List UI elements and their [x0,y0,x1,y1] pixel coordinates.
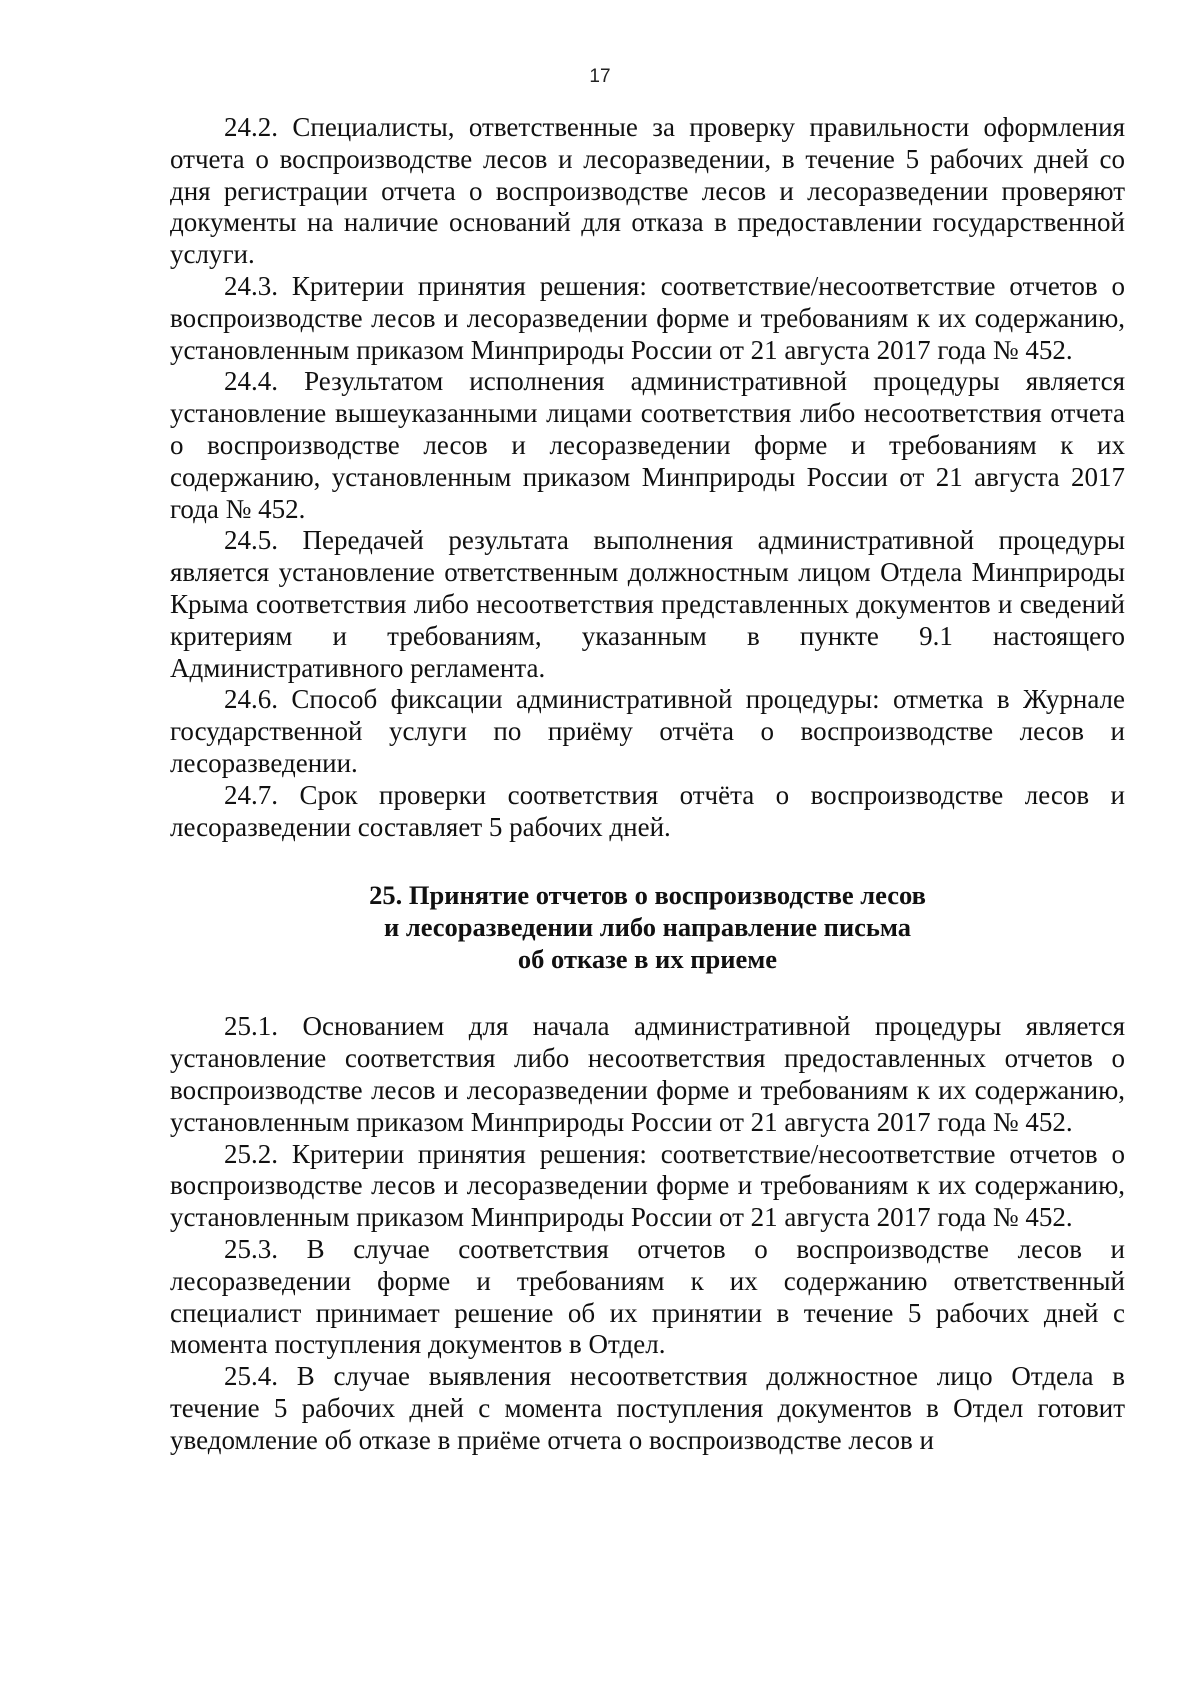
paragraph-24-4: 24.4. Результатом исполнения административной процедуры является установление вышеуказанными лицами соответствия либо несоответствия отчета о воспроизводстве лесов и лесоразведении форме и требованиям к их содержанию, установленным приказом Минприроды России от 21 августа 2017 года № 452. [170,366,1125,524]
paragraph-25-1: 25.1. Основанием для начала административной процедуры является установление соответствия либо несоответствия предоставленных отчетов о воспроизводстве лесов и лесоразведении форме и требованиям к их содержанию, установленным приказом Минприроды России от 21 августа 2017 года № 452. [170,1011,1125,1137]
section-heading-25 [170,879,1125,975]
paragraph-25-4: 25.4. В случае выявления несоответствия должностное лицо Отдела в течение 5 рабочих дней с момента поступления документов в Отдел готовит уведомление об отказе в приёме отчета о воспроизводстве лесов и [170,1361,1125,1455]
paragraph-24-7: 24.7. Срок проверки соответствия отчёта о воспроизводстве лесов и лесоразведении составляет 5 рабочих дней. [170,779,1125,842]
heading-line: и лесоразведении либо направление письма [383,912,912,943]
paragraph-24-6: 24.6. Способ фиксации административной процедуры: отметка в Журнале государственной услуги по приёму отчёта о воспроизводстве лесов и лесоразведении. [170,684,1125,778]
paragraph-25-3: 25.3. В случае соответствия отчетов о воспроизводстве лесов и лесоразведении форме и требованиям к их содержанию ответственный специалист принимает решение об их принятии в течение 5 рабочих дней с момента поступления документов в Отдел. [170,1233,1125,1360]
document-body [170,112,1125,1456]
paragraph-24-5: 24.5. Передачей результата выполнения административной процедуры является установление ответственным должностным лицом Отдела Минприроды Крыма соответствия либо несоответствия представленных документов и сведений критериям и требованиям, указанным в пункте 9.1 настоящего Административного регламента. [170,525,1125,683]
heading-line: 25. Принятие отчетов о воспроизводстве лесов [369,880,926,911]
paragraph-25-2: 25.2. Критерии принятия решения: соответствие/несоответствие отчетов о воспроизводстве лесов и лесоразведении форме и требованиям к их содержанию, установленным приказом Минприроды России от 21 августа 2017 года № 452. [170,1138,1125,1233]
heading-line: об отказе в их приеме [517,944,778,975]
paragraph-24-2: 24.2. Специалисты, ответственные за проверку правильности оформления отчета о воспроизводстве лесов и лесоразведении, в течение 5 рабочих дней со дня регистрации отчета о воспроизводстве лесов и лесоразведении проверяют документы на наличие оснований для отказа в предоставлении государственной услуги. [170,112,1125,270]
page-number: 17 [589,66,611,87]
paragraph-24-3: 24.3. Критерии принятия решения: соответствие/несоответствие отчетов о воспроизводстве лесов и лесоразведении форме и требованиям к их содержанию, установленным приказом Минприроды России от 21 августа 2017 года № 452. [170,270,1125,365]
